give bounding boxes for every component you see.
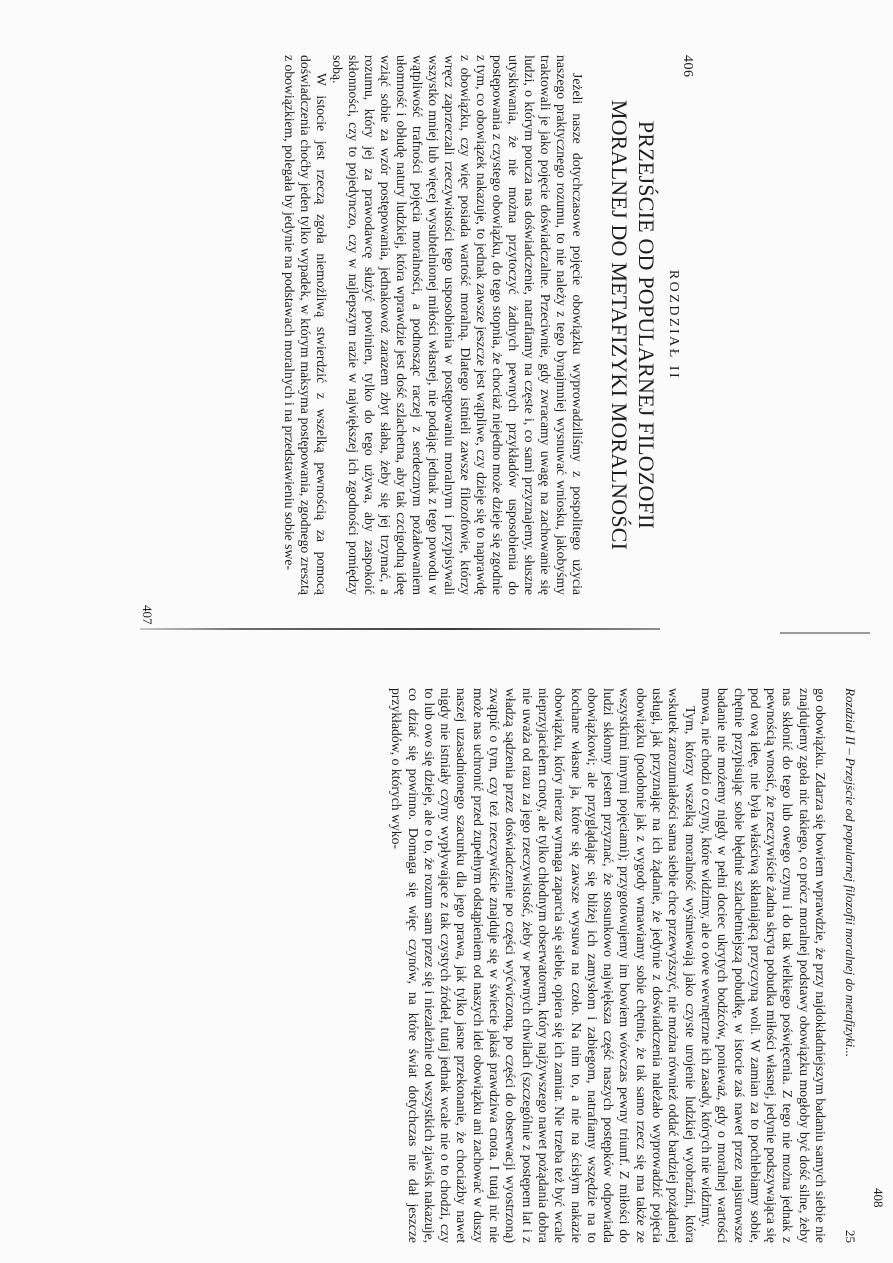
chapter-title: [606, 75, 660, 575]
margin-page-number: 408: [871, 1188, 886, 1208]
chapter-label: ROZDZIAŁ II: [666, 269, 681, 381]
chapter-title-line-1: PRZEJŚCIE OD POPULARNEJ FILOZOFII: [634, 120, 659, 530]
running-head-text: Rozdział II – Przejście od popularnej filozofii moralnej do metafizyki...: [843, 688, 858, 1058]
page-number: 25: [843, 1230, 858, 1243]
margin-page-number: 407: [140, 605, 155, 625]
chapter-title-line-2: MORALNEJ DO METAFIZYKI MORALNOŚCI: [607, 99, 632, 551]
upper-page: [55, 55, 695, 625]
lower-page-body: [388, 688, 828, 1243]
paragraph: Tym, którzy wszelką moralność wyśmiewają jako czyste urojenie ludzkiej wyobraźni, która wskutek zarozumiałości sama siebie chce przewyższyć, nie można również oddać bardziej pożądanej usługi, jak przyznając na ich żądanie, że jedynie z doświadczenia należało wyprowadzić pojęcia obowiązku (podobnie jak z wygody wmawiamy sobie chętnie, że tak samo rzecz się ma także ze wszystkimi innymi pojęciami); przygotowujemy im bowiem wówczas pewny triumf. Z miłości do ludzi skłonny jestem przyznać, że stosunkowo największa część naszych postępków odpowiada obowiązkowi; ale przyglądając się bliżej ich zamysłom i zabiegom, natrafiamy wszędzie na to kochane własne ja, które się zawsze wysuwa na czoło. Na nim to, a nie na ścisłym nakazie obowiązku, który nieraz wymaga zaparcia się siebie, opiera się ich zamiar. Nie trzeba też być wcale nieprzyjacielem cnoty, ale tylko chłodnym obserwatorem, który najżywszego nawet pożądania dobra nie uważa od razu za jego rzeczywistość, żeby w pewnych chwilach (szczególnie z postępem lat i z władzą sądzenia przez doświadczenie po części wyćwiczoną, po części do obserwacji wyostrzoną) zwątpić o tym, czy też rzeczywiście znajduje się w świecie jakaś prawdziwa cnota. I tutaj nic nie może nas uchronić przed zupełnym odstąpieniem od naszych idei obowiązku ani zachować w duszy naszej uzasadnionego szacunku dla jego prawa, jak tylko jasne przekonanie, że chociażby nawet nigdy nie istniały czyny wypływające z tak czystych źródeł, tutaj jednak wcale nie o to chodzi, czy to lub owo się dzieje, ale o to, że rozum sam przez się i niezależnie od wszystkich zjawisk nakazuje, co dziać się powinno. Domaga się więc czynów, na które świat dotychczas nie dał jeszcze przykładów, o których wyko-: [389, 688, 698, 1243]
paragraph: W istocie jest rzeczą zgoła niemożliwą stwierdzić z wszelką pewnością za pomocą doświadczenia choćby jeden tylko wypadek, w którym maksyma postępowania, zgodnego zresztą z obowiązkiem, polegała by jedynie na podstawach moralnych i na przedstawieniu sobie swe-: [282, 55, 329, 595]
page-divider-line: [140, 628, 660, 630]
page-divider-mark: [780, 632, 870, 634]
paragraph: go obowiązku. Zdarza się bowiem wprawdzie, że przy najdokładniejszym badaniu samych siebie nie znajdujemy zgoła nic takiego, co prócz moralnej podstawy obowiązku mogłoby być dość silne, żeby nas skłonić do tego lub owego czynu i do tak wielkiego poświęcenia. Z tego nie można jednak z pewnością wnosić, że rzeczywiście żadna skryta pobudka miłości własnej, jedynie podszywająca się pod ową ideę, nie była właściwą skłaniającą przyczyną woli. W zamian za to pochlebiamy sobie, chętnie przypisując sobie błędnie szlachetniejszą pobudkę, w istocie zaś nawet przez najsurowsze badanie nie możemy nigdy w pełni dociec ukrytych bodźców, ponieważ, gdy o moralnej wartości mowa, nie chodzi o czyny, które widzimy, ale o owe wewnętrzne ich zasady, których nie widzimy.: [698, 688, 828, 1243]
lower-page: [158, 688, 886, 1243]
upper-page-body: [281, 55, 585, 595]
paragraph: Jeżeli nasze dotychczasowe pojęcie obowiązku wyprowadziliśmy z pospolitego użycia naszego praktycznego rozumu, to nie należy z tego bynajmniej wysnuwać wniosku, jakobyśmy traktowali je jako pojęcie doświadczalne. Przeciwnie, gdy zwracamy uwagę na zachowanie się ludzi, o którym poucza nas doświadczenie, natrafiamy na częste i, co sami przyznajemy, słuszne utyskiwania, że nie można przytoczyć żadnych pewnych przykładów usposobienia do postępowania z czystego obowiązku, do tego stopnia, że chociaż niejedno może dzieje się zgodnie z tym, co obowiązek nakazuje, to jednak zawsze jeszcze jest wątpliwe, czy dzieje się to naprawdę z obowiązku, czy więc posiada wartość moralną. Dlatego istnieli zawsze filozofowie, którzy wręcz zaprzeczali rzeczywistości tego usposobienia w postępowaniu moralnym i przypisywali wszystko mniej lub więcej wysubtelnionej miłości własnej, nie podając jednak z tego powodu w wątpliwość trafności pojęcia moralności, a podnosząc raczej z serdecznym pożałowaniem ułomność i obłudę natury ludzkiej, która wprawdzie jest dość szlachetna, aby tak czcigodną ideę wziąć sobie za wzór postępowania, jednakowoż zarazem zbyt słaba, żeby się jej trzymać, a rozumu, który jej za prawodawcę służyć powinien, tylko do tego używa, aby zaspokoić skłonności, czy to pojedynczo, czy w najlepszym razie w największej ich zgodności pomiędzy sobą.: [330, 55, 585, 595]
running-head: [842, 688, 858, 1243]
page-number: 406: [680, 55, 695, 78]
